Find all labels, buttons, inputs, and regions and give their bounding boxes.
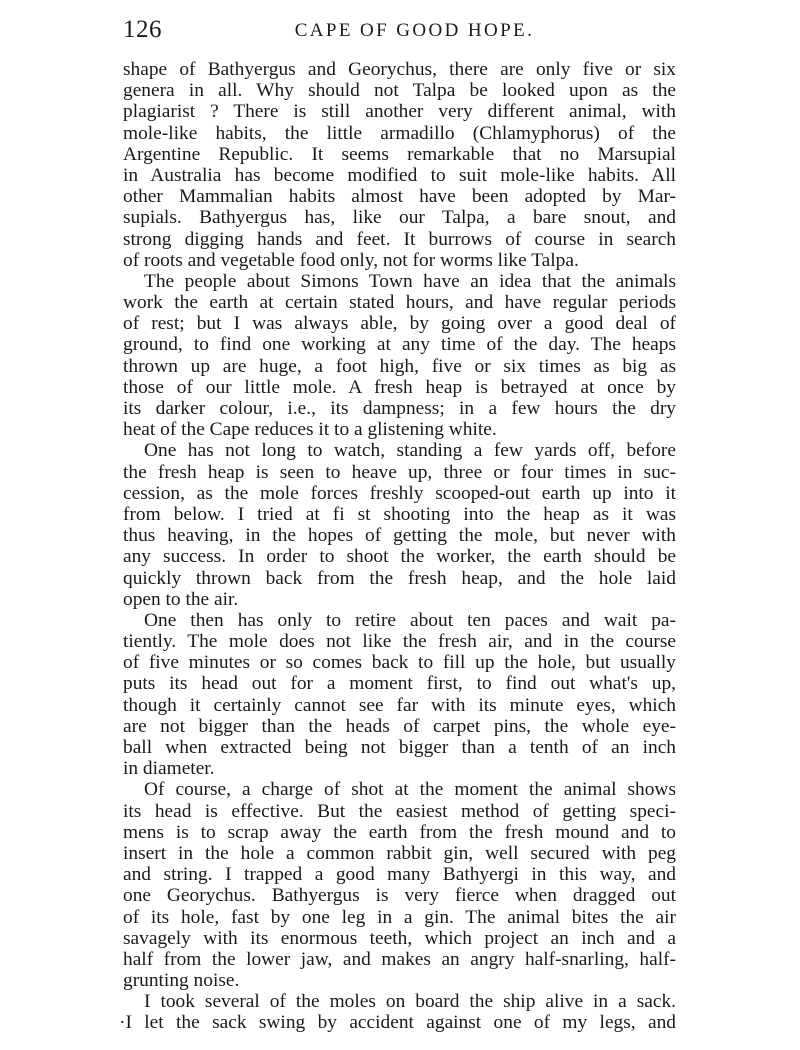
text-line: ground, to find one working at any time of the day. The heaps [123,334,676,356]
page-number: 126 [123,16,162,43]
text-line: The people about Simons Town have an idea that the animals [144,270,676,292]
page-header [123,16,676,50]
text-line: of rest; but I was always able, by going over a good deal of [123,313,676,335]
paragraph [123,779,676,991]
text-line: genera in all. Why should not Talpa be looked upon as the [123,80,676,102]
text-line: work the earth at certain stated hours, and have regular periods [123,292,676,314]
text-line: Argentine Republic. It seems remarkable that no Marsupial [123,143,676,165]
text-line: insert in the hole a common rabbit gin, well secured with peg [123,842,676,864]
text-line: thrown up are huge, a foot high, five or six times as big as [123,355,676,377]
text-line: mens is to scrap away the earth from the fresh mound and to [123,821,676,843]
text-line: its head is effective. But the easiest method of getting speci- [123,800,676,822]
paragraph [123,271,676,441]
text-line: half from the lower jaw, and makes an angry half-snarling, half- [123,948,676,970]
text-line: savagely with its enormous teeth, which project an inch and a [123,927,676,949]
running-title: CAPE OF GOOD HOPE. [294,20,535,41]
text-line: ball when extracted being not bigger than a tenth of an inch [123,737,676,758]
text-line: other Mammalian habits almost have been adopted by Mar- [123,186,676,208]
text-line: tiently. The mole does not like the fresh air, and in the course [123,631,676,653]
text-line: in Australia has become modified to suit mole-like habits. All [123,164,676,186]
text-line: and string. I trapped a good many Bathyergi in this way, and [123,864,676,886]
text-line: plagiarist ? There is still another very different animal, with [123,101,676,123]
text-line: its darker colour, i.e., its dampness; in a few hours the dry [123,398,676,419]
text-line: quickly thrown back from the fresh heap, and the hole laid [123,567,676,589]
text-line: from below. I tried at fi st shooting into the heap as it was [123,503,676,525]
text-line: ·I let the sack swing by accident against one of my legs, and [119,1012,676,1034]
body-text [119,59,676,1034]
text-line: One has not long to watch, standing a few yards off, before [144,440,676,462]
paragraph [123,610,676,780]
text-line: heat of the Cape reduces it to a glistening white. [123,419,497,441]
text-line: grunting noise. [123,970,240,992]
text-line: mole-like habits, the little armadillo (Chlamyphorus) of the [123,122,676,144]
text-line: supials. Bathyergus has, like our Talpa, a bare snout, and [123,207,676,229]
text-line: the fresh heap is seen to heave up, three or four times in suc- [123,461,676,483]
text-line: those of our little mole. A fresh heap is betrayed at once by [123,376,676,398]
text-line: one Georychus. Bathyergus is very fierce when dragged out [123,885,676,907]
text-line: thus heaving, in the hopes of getting the mole, but never with [123,525,676,547]
text-line: open to the air. [123,588,239,610]
paragraph [123,440,676,610]
text-line: of its hole, fast by one leg in a gin. The animal bites the air [123,906,676,928]
text-line: shape of Bathyergus and Georychus, there are only five or six [123,59,676,80]
text-line: in diameter. [123,758,215,780]
text-line: Of course, a charge of shot at the moment the animal shows [144,779,676,801]
paragraph [123,59,676,271]
text-line: though it certainly cannot see far with its minute eyes, which [123,694,676,716]
text-line: puts its head out for a moment first, to find out what's up, [123,673,676,695]
text-line: One then has only to retire about ten paces and wait pa- [144,609,676,631]
text-line: strong digging hands and feet. It burrows of course in search [123,228,676,250]
text-line: cession, as the mole forces freshly scooped-out earth up into it [123,482,676,504]
text-line: I took several of the moles on board the ship alive in a sack. [144,991,676,1013]
text-line: any success. In order to shoot the worker, the earth should be [123,546,676,568]
paragraph [119,991,676,1034]
text-line: of five minutes or so comes back to fill up the hole, but usually [123,652,676,674]
text-line: of roots and vegetable food only, not for worms like Talpa. [123,249,579,271]
text-line: are not bigger than the heads of carpet pins, the whole eye- [123,715,676,737]
